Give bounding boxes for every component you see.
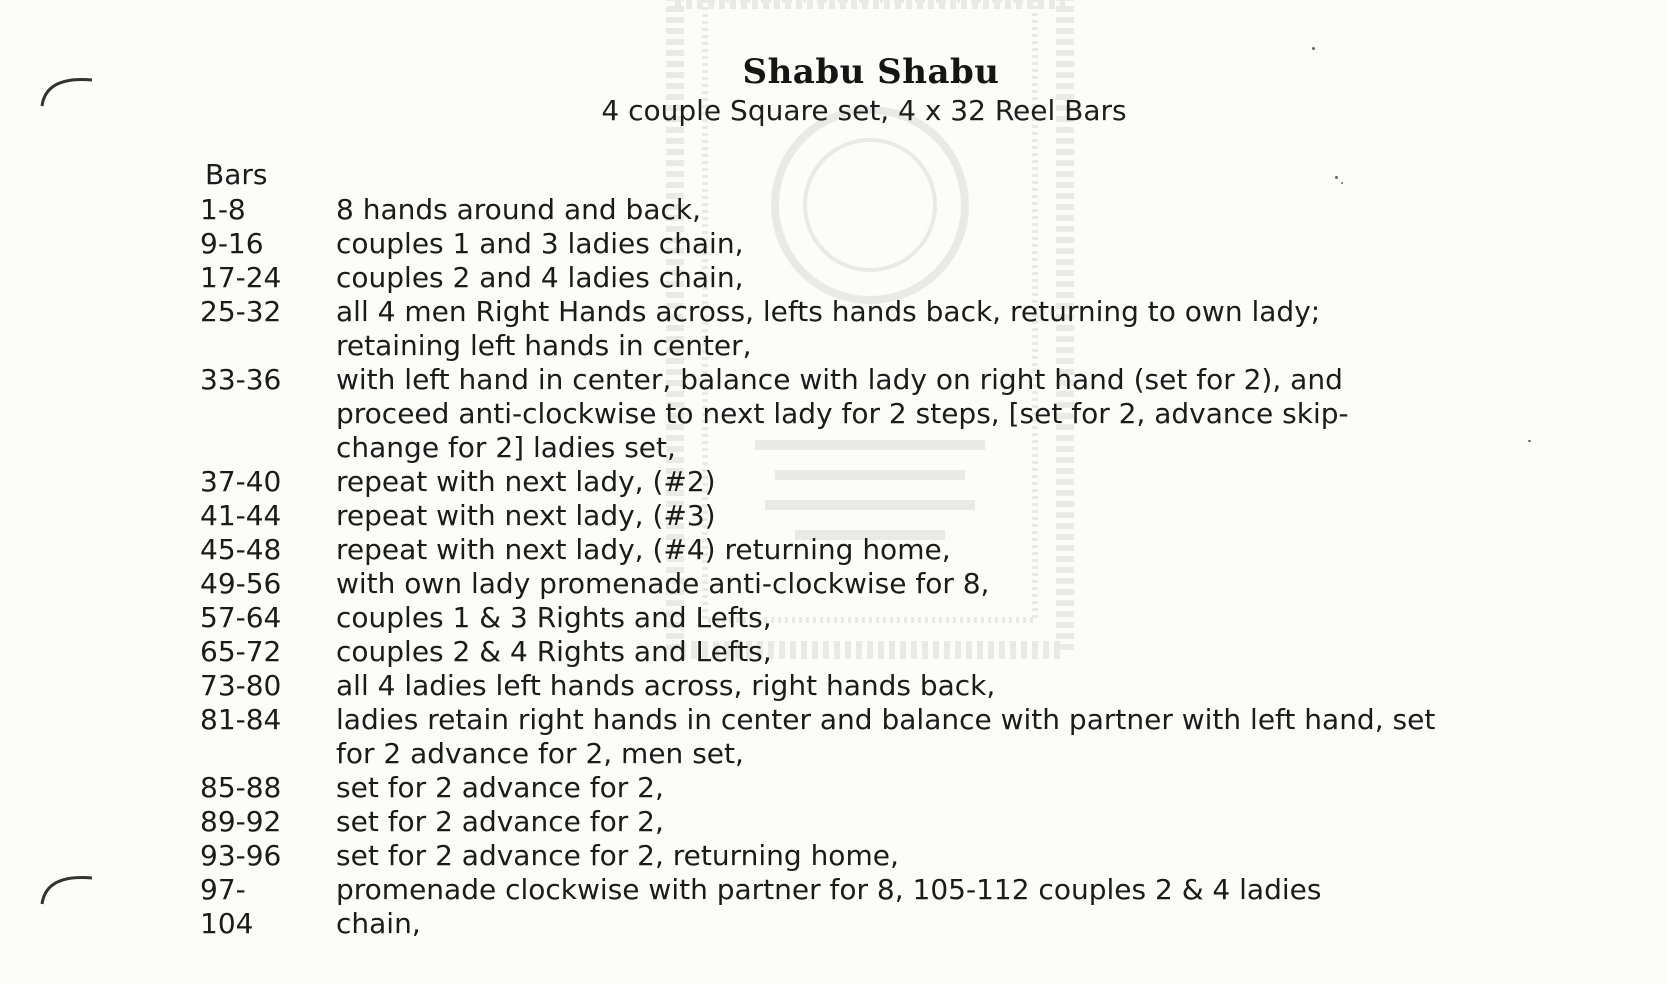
- step-row: [200, 635, 1500, 669]
- step-description: all 4 ladies left hands across, right hands back,: [336, 669, 996, 702]
- step-description: couples 2 & 4 Rights and Lefts,: [336, 635, 772, 668]
- step-bars: 37-40: [200, 465, 282, 498]
- dance-title: Shabu Shabu: [742, 52, 1000, 92]
- step-description: promenade clockwise with partner for 8, 105-112 couples 2 & 4 ladies chain,: [336, 873, 1322, 940]
- speck: [1341, 182, 1343, 184]
- step-bars: 57-64: [200, 601, 282, 634]
- step-row: [200, 873, 1500, 941]
- step-row: [200, 227, 1500, 261]
- binder-hole-mark-bottom: [38, 868, 98, 908]
- step-row: [200, 839, 1500, 873]
- dance-subtitle: 4 couple Square set, 4 x 32 Reel Bars: [601, 94, 1127, 127]
- step-row: [200, 601, 1500, 635]
- step-description: set for 2 advance for 2, returning home,: [336, 839, 899, 872]
- step-row: [200, 703, 1500, 771]
- step-bars: 89-92: [200, 805, 282, 838]
- step-description: set for 2 advance for 2,: [336, 805, 664, 838]
- step-bars: 85-88: [200, 771, 282, 804]
- step-description: couples 1 & 3 Rights and Lefts,: [336, 601, 772, 634]
- step-list: [200, 193, 1500, 941]
- step-bars: 97- 104: [200, 873, 254, 940]
- step-row: [200, 533, 1500, 567]
- step-row: [200, 261, 1500, 295]
- step-bars: 9-16: [200, 227, 264, 260]
- step-description: 8 hands around and back,: [336, 193, 701, 226]
- step-bars: 33-36: [200, 363, 282, 396]
- step-description: with left hand in center, balance with lady on right hand (set for 2), and proceed anti-clockwise to next lady for 2 steps, [set for 2, advance skip- change for 2] ladies set,: [336, 363, 1349, 464]
- step-row: [200, 567, 1500, 601]
- step-description: couples 1 and 3 ladies chain,: [336, 227, 744, 260]
- step-row: [200, 805, 1500, 839]
- step-description: repeat with next lady, (#2): [336, 465, 716, 498]
- bars-column-header: Bars: [205, 158, 268, 191]
- step-bars: 45-48: [200, 533, 282, 566]
- step-bars: 1-8: [200, 193, 246, 226]
- step-bars: 49-56: [200, 567, 282, 600]
- step-row: [200, 669, 1500, 703]
- speck: [1335, 176, 1338, 179]
- speck: [1528, 440, 1531, 442]
- step-description: couples 2 and 4 ladies chain,: [336, 261, 744, 294]
- step-bars: 65-72: [200, 635, 282, 668]
- step-description: all 4 men Right Hands across, lefts hands back, returning to own lady; retaining left hands in center,: [336, 295, 1321, 362]
- step-bars: 81-84: [200, 703, 282, 736]
- step-row: [200, 499, 1500, 533]
- step-description: repeat with next lady, (#4) returning home,: [336, 533, 951, 566]
- step-description: ladies retain right hands in center and balance with partner with left hand, set for 2 advance for 2, men set,: [336, 703, 1436, 770]
- step-row: [200, 295, 1500, 363]
- speck: [1312, 47, 1315, 50]
- step-description: repeat with next lady, (#3): [336, 499, 716, 532]
- step-row: [200, 465, 1500, 499]
- step-bars: 73-80: [200, 669, 282, 702]
- step-bars: 17-24: [200, 261, 282, 294]
- step-description: with own lady promenade anti-clockwise for 8,: [336, 567, 990, 600]
- step-bars: 25-32: [200, 295, 282, 328]
- step-row: [200, 363, 1500, 465]
- step-description: set for 2 advance for 2,: [336, 771, 664, 804]
- step-bars: 93-96: [200, 839, 282, 872]
- step-row: [200, 193, 1500, 227]
- step-bars: 41-44: [200, 499, 282, 532]
- step-row: [200, 771, 1500, 805]
